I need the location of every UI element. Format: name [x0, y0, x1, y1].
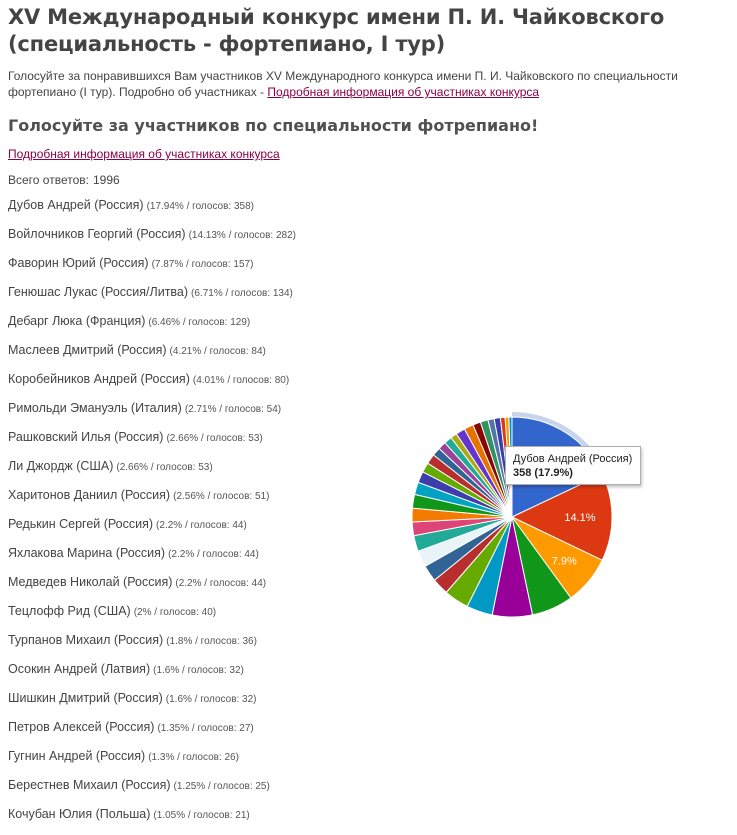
result-stat: (1.6% / голосов: 32) [165, 694, 257, 705]
result-stat: (4.01% / голосов: 80) [192, 375, 290, 386]
participants-details-link[interactable]: Подробная информация об участниках конкурса [8, 147, 280, 161]
result-stat: (1.25% / голосов: 25) [173, 781, 270, 792]
result-stat: (1.35% / голосов: 27) [157, 723, 254, 734]
result-item [8, 690, 737, 719]
result-stat: (2% / голосов: 40) [133, 607, 217, 618]
result-name: Дубов Андрей (Россия) [8, 198, 144, 212]
result-name: Кочубан Юлия (Польша) [8, 807, 151, 821]
result-item [8, 719, 737, 748]
intro-text [8, 68, 737, 100]
result-name: Яхлакова Марина (Россия) [8, 546, 166, 560]
result-stat: (1.05% / голосов: 21) [153, 810, 250, 821]
result-stat: (6.71% / голосов: 134) [191, 288, 293, 299]
result-item [8, 255, 737, 284]
result-item [8, 806, 737, 835]
tooltip-name: Дубов Андрей (Россия) [513, 453, 633, 465]
result-name: Рашковский Илья (Россия) [8, 430, 164, 444]
result-name: Редькин Сергей (Россия) [8, 517, 154, 531]
result-stat: (17.94% / голосов: 358) [146, 201, 254, 212]
result-name: Генюшас Лукас (Россия/Литва) [8, 285, 189, 299]
result-stat: (2.66% / голосов: 53) [166, 433, 263, 444]
result-stat: (6.46% / голосов: 129) [148, 317, 251, 328]
result-name: Ли Джордж (США) [8, 459, 114, 473]
page-title: XV Международный конкурс имени П. И. Чайковского (специальность - фортепиано, I тур) [8, 5, 665, 56]
chart-tooltip [505, 446, 641, 485]
result-stat: (2.2% / голосов: 44) [168, 549, 259, 560]
result-name: Римольди Эмануэль (Италия) [8, 401, 182, 415]
result-name: Тецлофф Рид (США) [8, 604, 131, 618]
result-item [8, 371, 737, 400]
result-stat: (2.71% / голосов: 54) [184, 404, 282, 415]
result-item [8, 748, 737, 777]
result-name: Гугнин Андрей (Россия) [8, 749, 146, 763]
pie-slice-label: 7.9% [551, 555, 577, 568]
result-name: Осокин Андрей (Латвия) [8, 662, 151, 676]
poll-heading: Голосуйте за участников по специальности фотрепиано! [8, 116, 539, 135]
result-item [8, 284, 737, 313]
result-stat: (14.13% / голосов: 282) [188, 230, 296, 241]
result-item [8, 226, 737, 255]
result-item [8, 632, 737, 661]
result-stat: (7.87% / голосов: 157) [151, 259, 254, 270]
intro-text-body: Голосуйте за понравившихся Вам участников XV Международного конкурса имени П. И. Чайковского по специальности фортепиано (I тур). Подробно об участниках - [8, 69, 678, 99]
result-name: Турпанов Михаил (Россия) [8, 633, 164, 647]
pie-slice-label: 14.1% [564, 512, 596, 525]
result-stat: (2.56% / голосов: 51) [173, 491, 270, 502]
result-item [8, 342, 737, 371]
result-name: Дебарг Люка (Франция) [8, 314, 146, 328]
result-stat: (1.6% / голосов: 32) [153, 665, 244, 676]
result-name: Медведев Николай (Россия) [8, 575, 173, 589]
result-stat: (2.2% / голосов: 44) [156, 520, 247, 531]
result-name: Коробейников Андрей (Россия) [8, 372, 190, 386]
result-name: Фаворин Юрий (Россия) [8, 256, 149, 270]
result-stat: (2.66% / голосов: 53) [116, 462, 213, 473]
result-stat: (1.8% / голосов: 36) [166, 636, 257, 647]
result-name: Харитонов Даниил (Россия) [8, 488, 171, 502]
pie-chart-svg [400, 405, 660, 635]
result-stat: (2.2% / голосов: 44) [175, 578, 267, 589]
result-name: Войлочников Георгий (Россия) [8, 227, 186, 241]
result-name: Маслеев Дмитрий (Россия) [8, 343, 167, 357]
result-name: Берестнев Михаил (Россия) [8, 778, 171, 792]
result-stat: (1.3% / голосов: 26) [148, 752, 239, 763]
tooltip-value: 358 (17.9%) [513, 467, 573, 479]
result-item [8, 661, 737, 690]
result-name: Петров Алексей (Россия) [8, 720, 155, 734]
result-stat: (4.21% / голосов: 84) [169, 346, 266, 357]
result-item [8, 313, 737, 342]
total-answers-label: Всего ответов: [8, 173, 89, 187]
result-item [8, 777, 737, 806]
results-pie-chart [400, 405, 660, 635]
total-answers [8, 172, 737, 188]
total-answers-value: 1996 [92, 173, 120, 187]
result-item [8, 197, 737, 226]
intro-details-link[interactable]: Подробная информация об участниках конкурса [267, 85, 540, 99]
result-name: Шишкин Дмитрий (Россия) [8, 691, 163, 705]
